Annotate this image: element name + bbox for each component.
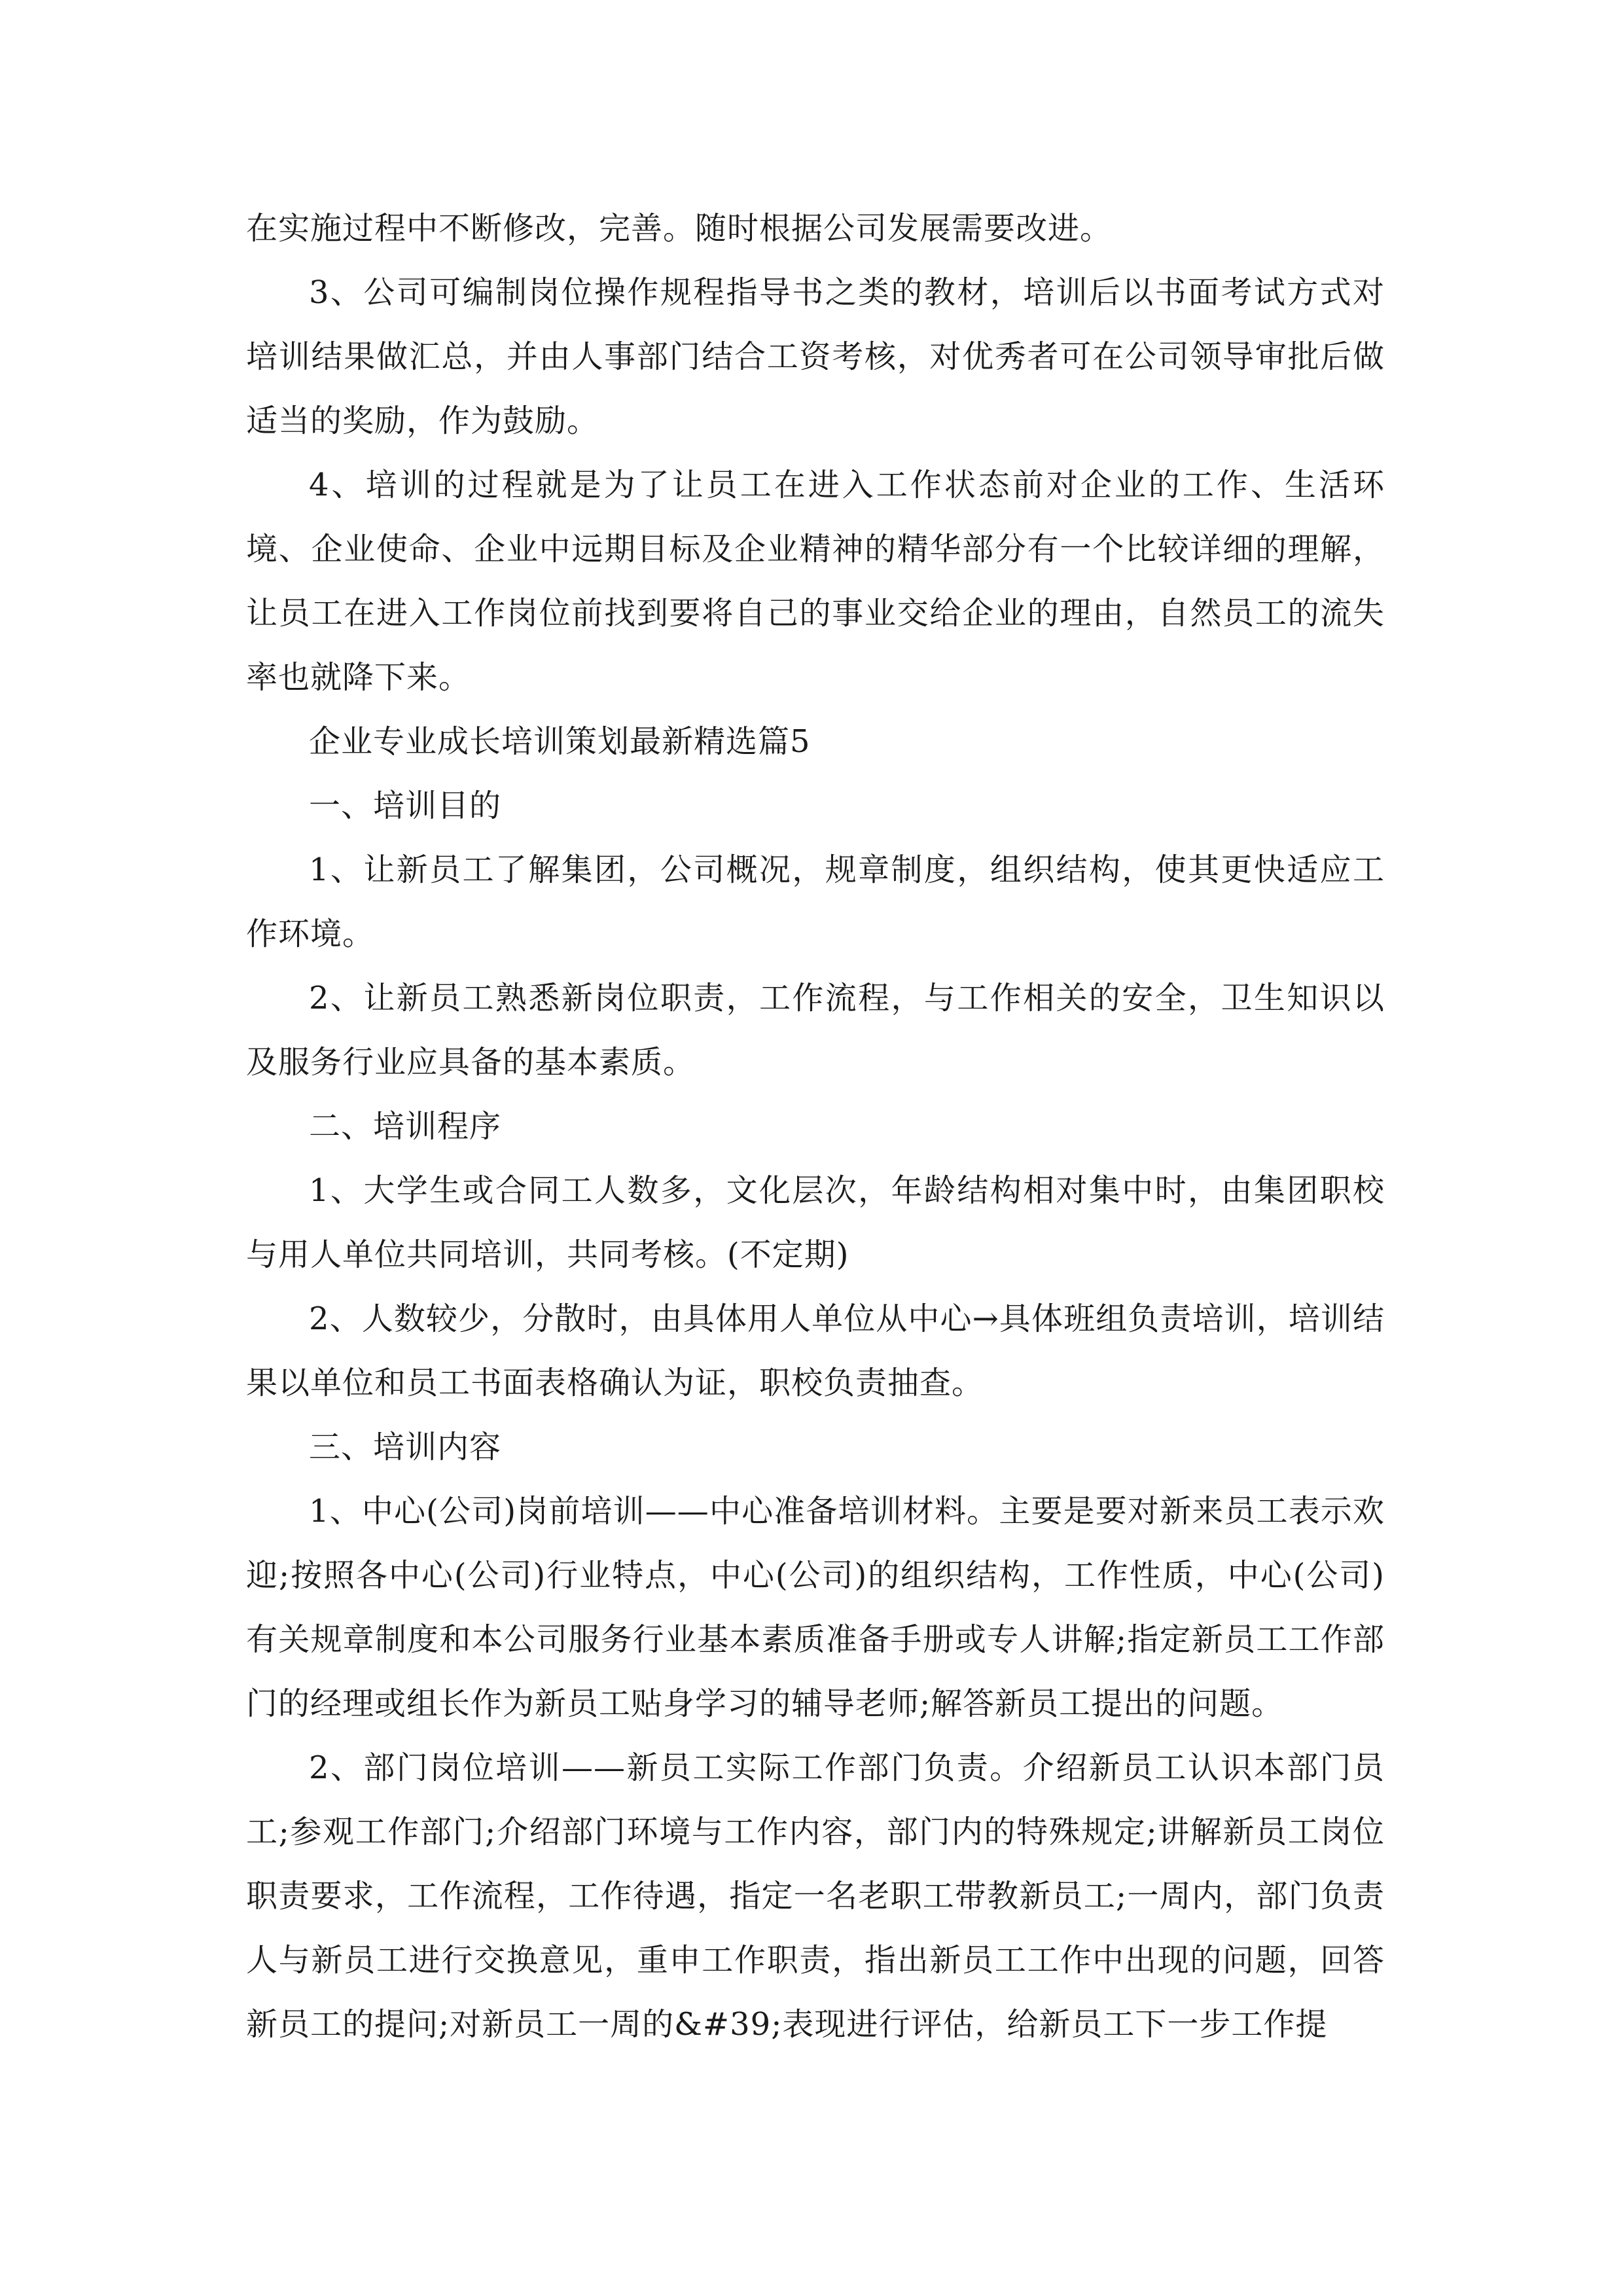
paragraph-procedure-1: 1、大学生或合同工人数多，文化层次，年龄结构相对集中时，由集团职校与用人单位共同培训，共同考核。(不定期) bbox=[246, 1172, 1385, 1273]
paragraph-item-3: 3、公司可编制岗位操作规程指导书之类的教材，培训后以书面考试方式对培训结果做汇总，并由人事部门结合工资考核，对优秀者可在公司领导审批后做适当的奖励，作为鼓励。 bbox=[246, 274, 1385, 439]
section-title: 企业专业成长培训策划最新精选篇5 bbox=[309, 723, 811, 760]
paragraph-purpose-1: 1、让新员工了解集团，公司概况，规章制度，组织结构，使其更快适应工作环境。 bbox=[246, 852, 1385, 952]
paragraph-purpose-2: 2、让新员工熟悉新岗位职责，工作流程，与工作相关的安全，卫生知识以及服务行业应具备的基本素质。 bbox=[246, 980, 1385, 1081]
paragraph-continuation: 在实施过程中不断修改，完善。随时根据公司发展需要改进。 bbox=[246, 210, 1113, 247]
document-body bbox=[246, 196, 1385, 2056]
heading-training-procedure: 二、培训程序 bbox=[309, 1108, 502, 1145]
paragraph-content-1: 1、中心(公司)岗前培训——中心准备培训材料。主要是要对新来员工表示欢迎;按照各中心(公司)行业特点，中心(公司)的组织结构，工作性质，中心(公司)有关规章制度和本公司服务行业基本素质准备手册或专人讲解;指定新员工工作部门的经理或组长作为新员工贴身学习的辅导老师;解答新员工提出的问题。 bbox=[246, 1493, 1385, 1722]
paragraph-procedure-2: 2、人数较少，分散时，由具体用人单位从中心→具体班组负责培训，培训结果以单位和员工书面表格确认为证，职校负责抽查。 bbox=[246, 1300, 1385, 1401]
paragraph-content-2: 2、部门岗位培训——新员工实际工作部门负责。介绍新员工认识本部门员工;参观工作部门;介绍部门环境与工作内容，部门内的特殊规定;讲解新员工岗位职责要求，工作流程，工作待遇，指定一名老职工带教新员工;一周内，部门负责人与新员工进行交换意见，重申工作职责，指出新员工工作中出现的问题，回答新员工的提问;对新员工一周的&#39;表现进行评估，给新员工下一步工作提 bbox=[246, 1749, 1385, 2043]
paragraph-item-4: 4、培训的过程就是为了让员工在进入工作状态前对企业的工作、生活环境、企业使命、企业中远期目标及企业精神的精华部分有一个比较详细的理解，让员工在进入工作岗位前找到要将自己的事业交给企业的理由，自然员工的流失率也就降下来。 bbox=[246, 467, 1385, 696]
heading-training-purpose: 一、培训目的 bbox=[309, 787, 502, 824]
heading-training-content: 三、培训内容 bbox=[309, 1429, 502, 1465]
